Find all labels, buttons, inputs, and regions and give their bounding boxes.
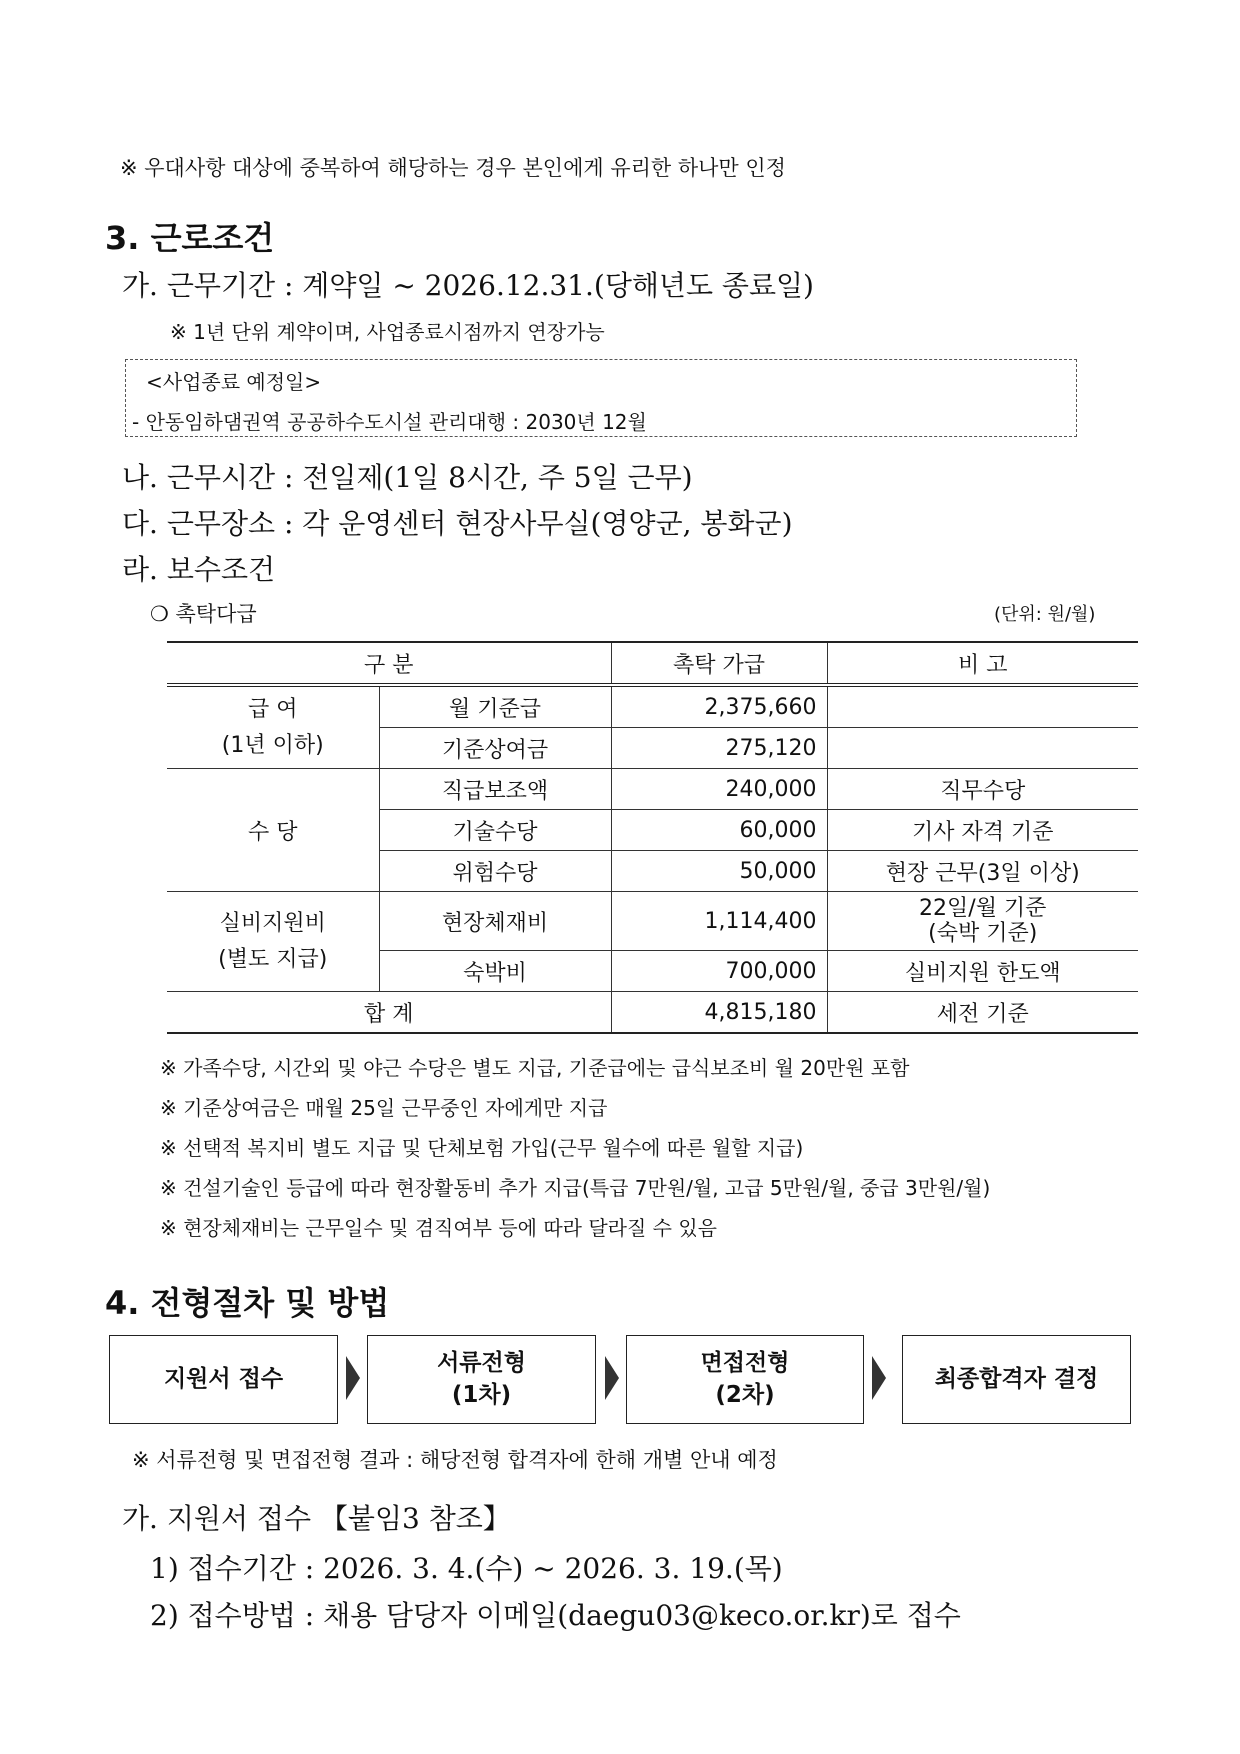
total-label: 합 계 (167, 992, 611, 1034)
group-salary-label: 급 여 (248, 697, 298, 723)
row-item: 숙박비 (379, 951, 611, 992)
flow-step-document-screening (367, 1335, 596, 1424)
flow-step-sublabel: (2차) (715, 1381, 775, 1408)
row-note: 실비지원 한도액 (827, 951, 1138, 992)
pay-note: ※ 선택적 복지비 별도 지급 및 단체보험 가입(근무 월수에 따른 월할 지급) (160, 1136, 804, 1160)
group-expense-sub: (별도 지급) (218, 946, 328, 972)
group-allowance: 수 당 (167, 769, 379, 892)
pay-table (167, 641, 1138, 1034)
preference-note: ※ 우대사항 대상에 중복하여 해당하는 경우 본인에게 유리한 하나만 인정 (120, 156, 786, 180)
total-note: 세전 기준 (827, 992, 1138, 1034)
group-salary-sub: (1년 이하) (221, 732, 324, 758)
total-amount: 4,815,180 (611, 992, 827, 1034)
header-note: 비 고 (827, 642, 1138, 685)
row-note (827, 685, 1138, 728)
project-end-line: - 안동임하댐권역 공공하수도시설 관리대행 : 2030년 12월 (132, 410, 647, 434)
table-header-row (167, 642, 1138, 685)
row-note: 현장 근무(3일 이상) (827, 851, 1138, 892)
flow-step-final (902, 1335, 1131, 1424)
row-amount: 275,120 (611, 728, 827, 769)
group-expense (167, 892, 379, 992)
work-period-note: ※ 1년 단위 계약이며, 사업종료시점까지 연장가능 (170, 320, 605, 344)
application-title: 가. 지원서 접수 【붙임3 참조】 (122, 1502, 511, 1535)
row-note: 기사 자격 기준 (827, 810, 1138, 851)
flow-step-application (109, 1335, 338, 1424)
header-category: 구 분 (167, 642, 611, 685)
flow-step-label: 서류전형 (437, 1350, 526, 1377)
row-note (827, 892, 1138, 951)
row-amount: 1,114,400 (611, 892, 827, 951)
table-row (167, 892, 1138, 951)
table-total-row (167, 992, 1138, 1034)
row-item: 월 기준급 (379, 685, 611, 728)
row-amount: 60,000 (611, 810, 827, 851)
flow-arrow-icon (872, 1356, 886, 1400)
row-item: 위험수당 (379, 851, 611, 892)
project-end-title: <사업종료 예정일> (146, 370, 322, 394)
work-period: 가. 근무기간 : 계약일 ~ 2026.12.31.(당해년도 종료일) (122, 269, 814, 302)
pay-note: ※ 기준상여금은 매월 25일 근무중인 자에게만 지급 (160, 1096, 608, 1120)
row-note-line1: 22일/월 기준 (919, 895, 1047, 921)
pay-grade-subtitle: ❍ 촉탁다급 (150, 602, 257, 626)
row-amount: 700,000 (611, 951, 827, 992)
group-expense-label: 실비지원비 (219, 911, 326, 937)
flow-step-interview (626, 1335, 864, 1424)
flow-step-sublabel: (1차) (451, 1381, 512, 1408)
application-period: 1) 접수기간 : 2026. 3. 4.(수) ~ 2026. 3. 19.(목) (150, 1552, 783, 1585)
row-note: 직무수당 (827, 769, 1138, 810)
row-amount: 50,000 (611, 851, 827, 892)
table-row (167, 685, 1138, 728)
row-item: 현장체재비 (379, 892, 611, 951)
header-amount: 촉탁 가급 (611, 642, 827, 685)
flow-step-label: 면접전형 (700, 1350, 790, 1377)
group-salary (167, 685, 379, 769)
pay-note: ※ 현장체재비는 근무일수 및 겸직여부 등에 따라 달라질 수 있음 (160, 1216, 717, 1240)
flow-step-label: 최종합격자 결정 (934, 1365, 1099, 1392)
section-3-title: 3. 근로조건 (105, 219, 275, 257)
work-hours: 나. 근무시간 : 전일제(1일 8시간, 주 5일 근무) (122, 461, 693, 494)
work-location: 다. 근무장소 : 각 운영센터 현장사무실(영양군, 봉화군) (122, 507, 793, 540)
section-4-title: 4. 전형절차 및 방법 (105, 1284, 390, 1322)
row-item: 직급보조액 (379, 769, 611, 810)
row-note (827, 728, 1138, 769)
application-method: 2) 접수방법 : 채용 담당자 이메일(daegu03@keco.or.kr)로 접수 (150, 1599, 961, 1632)
pay-conditions: 라. 보수조건 (122, 553, 276, 586)
table-row (167, 769, 1138, 810)
flow-arrow-icon (605, 1356, 619, 1400)
row-item: 기준상여금 (379, 728, 611, 769)
pay-note: ※ 가족수당, 시간외 및 야근 수당은 별도 지급, 기준급에는 급식보조비 월 20만원 포함 (160, 1056, 910, 1080)
flow-note: ※ 서류전형 및 면접전형 결과 : 해당전형 합격자에 한해 개별 안내 예정 (132, 1448, 778, 1472)
unit-label: (단위: 원/월) (994, 604, 1096, 625)
row-amount: 2,375,660 (611, 685, 827, 728)
row-item: 기술수당 (379, 810, 611, 851)
row-amount: 240,000 (611, 769, 827, 810)
row-note-line2: (숙박 기준) (928, 921, 1038, 946)
flow-step-label: 지원서 접수 (163, 1365, 284, 1392)
project-end-box (125, 359, 1077, 437)
pay-note: ※ 건설기술인 등급에 따라 현장활동비 추가 지급(특급 7만원/월, 고급 5만원/월, 중급 3만원/월) (160, 1176, 991, 1200)
flow-arrow-icon (346, 1356, 360, 1400)
